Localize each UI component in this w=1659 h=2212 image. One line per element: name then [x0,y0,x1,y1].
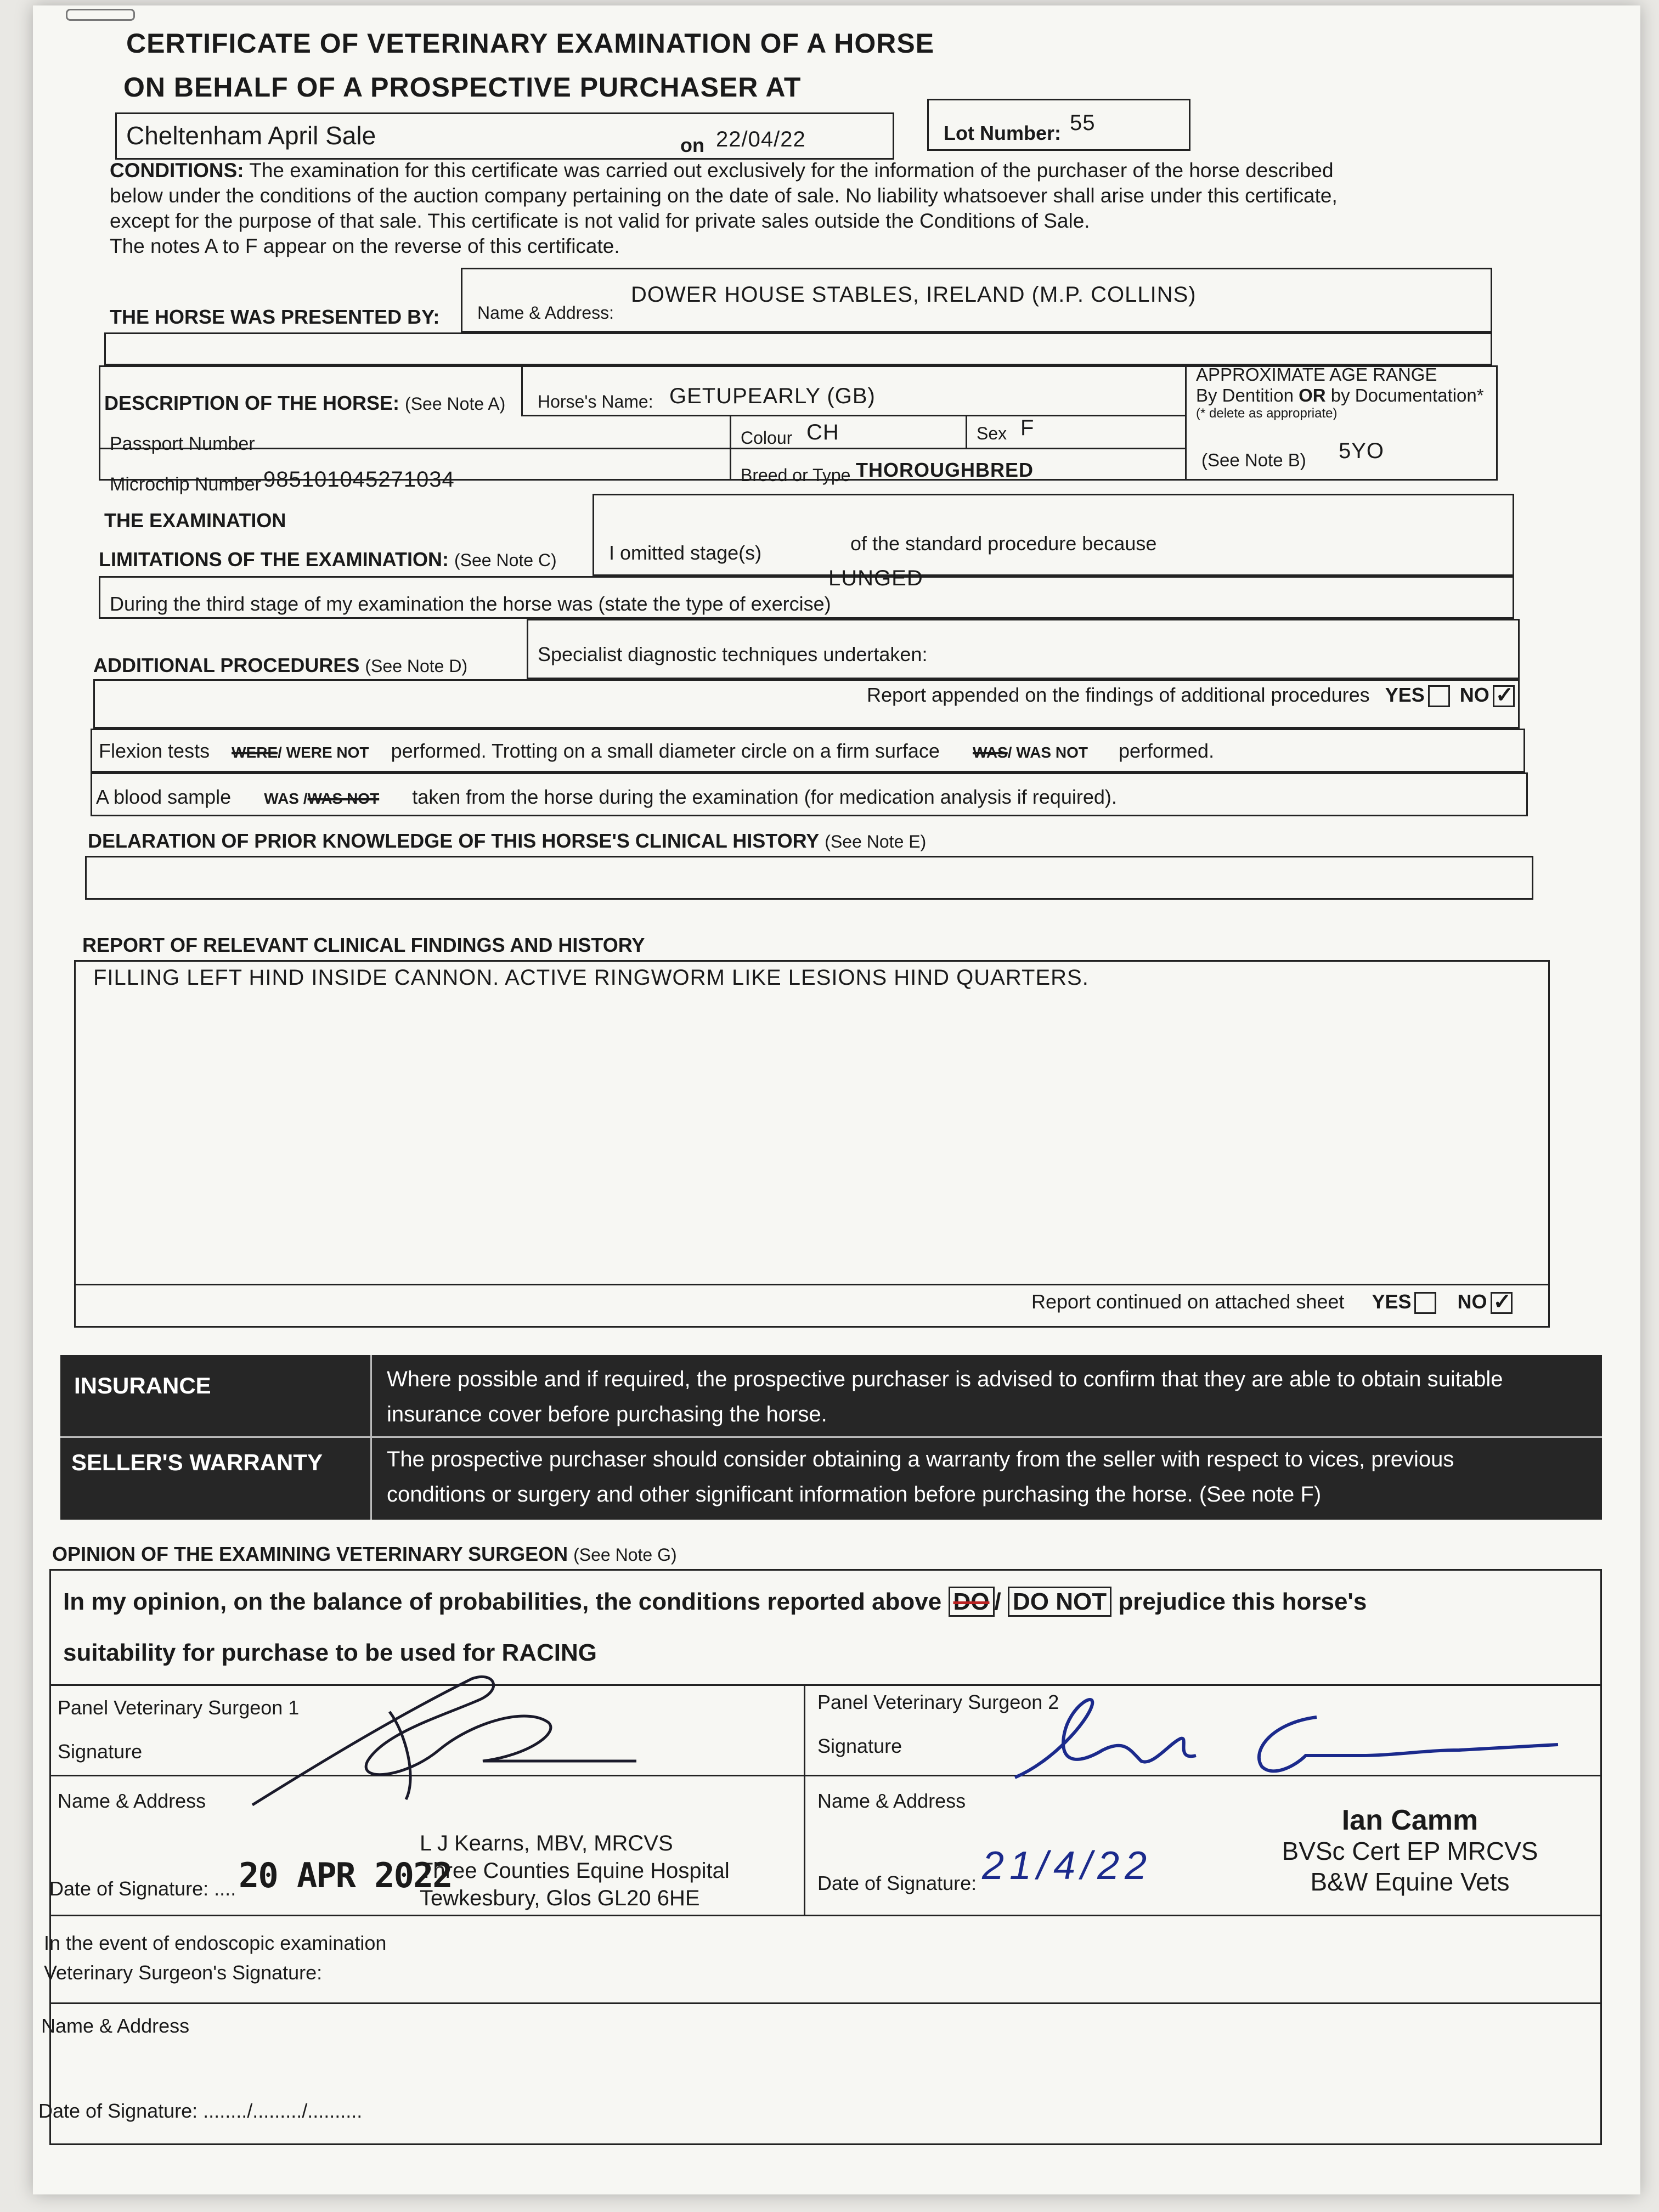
opinion-slash: / [994,1588,1001,1615]
age-by [1196,385,1492,406]
presented-label: THE HORSE WAS PRESENTED BY: [110,306,440,328]
surgeon1-stamp [420,1830,730,1912]
description-note: (See Note A) [405,394,506,414]
surgeon2-signature-label: Signature [817,1735,902,1757]
flexion-performed: performed. Trotting on a small diameter circle on a firm surface [391,740,940,762]
title-line-2: ON BEHALF OF A PROSPECTIVE PURCHASER AT [123,72,802,103]
surgeon2-signature [1009,1684,1580,1794]
opinion-text-post: prejudice this horse's [1118,1588,1367,1615]
report-box [74,960,1550,1328]
passport-label: Passport Number [110,433,255,454]
age-block [1196,364,1492,421]
presented-name-value: DOWER HOUSE STABLES, IRELAND (M.P. COLLINS) [631,283,1197,307]
specialist-label: Specialist diagnostic techniques undertaken: [538,643,928,665]
surgeon1-stamp-line-1: L J Kearns, MBV, MRCVS [420,1831,673,1855]
surgeon2-stamp-line-1: Ian Camm [1341,1804,1479,1836]
blood-label: A blood sample [96,786,232,808]
presented-name-label: Name & Address: [477,303,614,323]
additional-note: (See Note D) [365,656,468,676]
surgeon1-name-label: Name & Address [58,1790,206,1812]
surgeon1-date-stamp: 20 APR 2022 [239,1855,452,1895]
age-by-post: by Documentation* [1330,385,1484,405]
sale-name: Cheltenham April Sale [126,121,376,150]
description-label [104,391,505,415]
surgeon2-name-label: Name & Address [817,1790,966,1812]
surgeon1-date-label: Date of Signature: .... [49,1877,236,1900]
endoscopic-block [44,1928,386,1988]
conditions-label: CONDITIONS: [110,159,244,182]
limitations-note: (See Note C) [454,550,557,570]
surgeon1-signature-label: Signature [58,1740,143,1763]
blood-was: WAS / [264,790,308,807]
warranty-text-1: The prospective purchaser should consider obtaining a warranty from the seller with respect to vices, previous [387,1447,1454,1471]
insurance-divider [60,1436,1602,1438]
endoscopic-date-label: Date of Signature: ......../........./.......... [38,2100,363,2122]
opinion-text [63,1588,1367,1616]
description-heading: DESCRIPTION OF THE HORSE: [104,392,400,414]
opinion-text-pre: In my opinion, on the balance of probabilities, the conditions reported above [63,1588,942,1615]
certificate-page [33,5,1640,2194]
opinion-heading: OPINION OF THE EXAMINING VETERINARY SURGEON [52,1543,568,1565]
opinion-note: (See Note G) [573,1545,677,1565]
report-appended-label: Report appended on the findings of additional procedures [867,684,1370,706]
report-appended-no: NO [1459,684,1489,706]
opinion-label [52,1542,677,1566]
declaration-box [85,856,1533,900]
endoscopic-name-label: Name & Address [41,2015,190,2037]
title-line-1: CERTIFICATE OF VETERINARY EXAMINATION OF A HORSE [126,28,935,59]
report-appended [867,682,1515,707]
trot-performed: performed. [1119,740,1215,762]
colour-value: CH [806,420,839,444]
declaration-note: (See Note E) [825,832,927,851]
surgeon2-date-label: Date of Signature: [817,1872,977,1894]
paper-clip [66,9,135,21]
report-continued-no-checkbox[interactable] [1491,1292,1513,1314]
sale-on-label: on [680,134,704,156]
omitted-label: I omitted stage(s) [609,541,762,564]
conditions-line-1: The examination for this certificate was carried out exclusively for the information of the purchaser of the horse described [249,159,1334,182]
surgeon1-signature [241,1668,658,1816]
conditions-line-3: except for the purpose of that sale. This certificate is not valid for private sales outside the Conditions of Sale. [110,210,1090,232]
declaration-label [88,828,926,853]
surgeon1-stamp-line-2: Three Counties Equine Hospital [420,1859,730,1883]
colour-label: Colour [741,428,793,448]
warranty-text-2: conditions or surgery and other significant information before purchasing the horse. (See note F) [387,1482,1322,1506]
surgeon2-stamp-line-2: BVSc Cert EP MRCVS [1282,1837,1538,1865]
limitations-heading: LIMITATIONS OF THE EXAMINATION: [99,548,449,571]
surgeon2-date-value: 21/4/22 [982,1844,1153,1888]
surgeon1-panel-label: Panel Veterinary Surgeon 1 [58,1696,300,1719]
surgeon2-stamp-line-3: B&W Equine Vets [1310,1867,1510,1896]
horse-name-label: Horse's Name: [538,392,653,411]
age-by-or: OR [1299,385,1326,405]
endoscopic-line-2: Veterinary Surgeon's Signature: [44,1961,323,1984]
microchip-value: 985101045271034 [263,467,455,492]
presented-blank-row [104,332,1492,365]
microchip-label: Microchip Number [110,474,261,495]
conditions-line-4: The notes A to F appear on the reverse of this certificate. [110,235,620,257]
insurance-col-divider [370,1355,372,1520]
report-appended-yes: YES [1385,684,1425,706]
horse-name-value: GETUPEARLY (GB) [669,384,876,408]
additional-label [93,653,467,678]
age-note: (See Note B) [1201,450,1306,470]
third-stage-label: During the third stage of my examination the horse was (state the type of exercise) [110,592,831,615]
sex-value: F [1020,416,1035,440]
flexion-were: WERE [232,744,278,761]
report-findings: FILLING LEFT HIND INSIDE CANNON. ACTIVE RINGWORM LIKE LESIONS HIND QUARTERS. [93,966,1089,990]
blood-line [96,785,1117,809]
age-by-pre: By Dentition [1196,385,1294,405]
limitations-label [99,547,557,572]
breed-value: THOROUGHBRED [856,459,1034,481]
opinion-do-not: DO NOT [1008,1587,1111,1617]
third-stage-value: LUNGED [828,566,923,590]
examination-heading: THE EXAMINATION [104,509,286,532]
age-delete-note: (* delete as appropriate) [1196,406,1338,421]
blood-was-not: WAS NOT [307,790,380,807]
omitted-because: of the standard procedure because [850,532,1157,555]
report-continued-no: NO [1457,1290,1487,1313]
lot-number: 55 [1070,111,1096,135]
opinion-line-2: suitability for purchase to be used for RACING [63,1639,597,1666]
sale-date: 22/04/22 [716,127,806,151]
surgeon2-panel-label: Panel Veterinary Surgeon 2 [817,1691,1059,1713]
warranty-text [387,1442,1454,1512]
flexion-line [99,738,1214,763]
report-label: REPORT OF RELEVANT CLINICAL FINDINGS AND HISTORY [82,934,645,956]
surgeon2-stamp [1240,1805,1580,1897]
insurance-label: INSURANCE [74,1373,211,1398]
report-continued-label: Report continued on attached sheet [1031,1290,1345,1313]
report-appended-yes-checkbox[interactable] [1428,685,1450,707]
lot-label: Lot Number: [944,122,1061,144]
conditions-block [110,158,1481,259]
sex-label: Sex [977,424,1007,443]
trot-was-not: / WAS NOT [1007,744,1088,761]
trot-was: WAS [972,744,1008,761]
flexion-label: Flexion tests [99,740,210,762]
insurance-text [387,1362,1503,1432]
warranty-label: SELLER'S WARRANTY [71,1449,323,1475]
declaration-heading: DELARATION OF PRIOR KNOWLEDGE OF THIS HORSE'S CLINICAL HISTORY [88,830,820,852]
blood-text: taken from the horse during the examination (for medication analysis if required). [412,786,1117,808]
breed-label: Breed or Type [741,465,851,485]
conditions-line-2: below under the conditions of the auction company pertaining on the date of sale. No liability whatsoever shall arise under this certificate, [110,184,1338,207]
report-continued-yes: YES [1372,1290,1412,1313]
insurance-text-1: Where possible and if required, the prospective purchaser is advised to confirm that they are able to obtain suitable [387,1367,1503,1391]
report-continued [1031,1289,1513,1314]
endoscopic-line-1: In the event of endoscopic examination [44,1932,387,1954]
report-continued-yes-checkbox[interactable] [1414,1292,1436,1314]
flexion-were-not: / WERE NOT [278,744,369,761]
opinion-do: DO [949,1587,995,1617]
report-appended-no-checkbox[interactable] [1493,685,1515,707]
additional-heading: ADDITIONAL PROCEDURES [93,654,360,676]
surgeon1-stamp-line-3: Tewkesbury, Glos GL20 6HE [420,1886,700,1910]
age-value: 5YO [1339,439,1385,463]
age-title: APPROXIMATE AGE RANGE [1196,364,1437,385]
insurance-text-2: insurance cover before purchasing the horse. [387,1402,827,1426]
